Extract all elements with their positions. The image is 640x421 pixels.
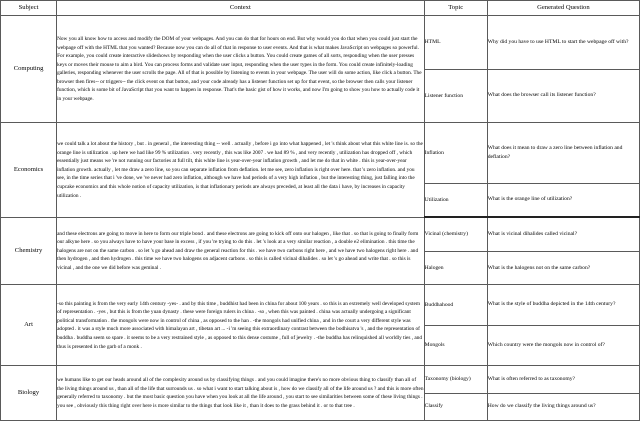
context-cell: Now you all know how to access and modify the DOM of your webpages. And you can do that for hours on end. But why would you do that when you could just start the webpage off with the HTML that you wanted? Because now you can do all of that in response to user events. And that is what makes JavaScript on webpages so powerful. For example, you could create interactive slideshows by responding when the user clicks a button. You could create games of all sorts, responding when the user presses keys or moves their mouse to aim a bird. You can process forms and validate user input, responding when the user types in the form. You could create infinitely-loading galleries, responding whenever the user scrolls the page. All of that is possible by listening to events in your webpage. The user will do some action, like click a button. The browser then fires-- or triggers-- the click event on that button, and your code already has a listener function set up for that event, so the browser then calls your listener function, which is some bit of JavaScript that you want to happen in response. That's the basic gist of how it works, and now I'm going to show you how to actually code it in your webpage.: [57, 16, 425, 123]
topic-cell: Vicinal (chemistry): [424, 217, 487, 252]
subject-cell: Computing: [1, 16, 57, 123]
subject-cell: Biology: [1, 366, 57, 421]
table-header: [1, 1, 640, 16]
table-row: [1, 217, 640, 252]
topic-cell: Buddhahood: [424, 285, 487, 326]
subject-cell: Economics: [1, 123, 57, 217]
generated-question-cell: What does it mean to draw a zero line between inflation and deflation?: [487, 123, 639, 184]
generated-question-cell: How do we classify the living things around us?: [487, 393, 639, 420]
generated-question-cell: What is the orange line of utilization?: [487, 184, 639, 217]
generated-question-cell: Which country were the mongols now in control of?: [487, 325, 639, 366]
topic-cell: Listener function: [424, 69, 487, 123]
subject-cell: Art: [1, 285, 57, 366]
topic-cell: Inflation: [424, 123, 487, 184]
topic-cell: Classify: [424, 393, 487, 420]
column-header-topic: Topic: [424, 1, 487, 16]
context-cell: we humans like to get our heads around all of the complexity around us by classifying things . and you could imagine there's no more obvious thing to classify than all of the living things around us , than all of the life that surrounds us . so what i want to start talking about is , how do we classify all of the life around us ? and this is more often generally referred to taxonomy . but the most basic question you have when you look at all the life around , you start to see similarities between some of these living things . you see , obviously this thing right over here is more similar to the things that look like it , than it does to the grass behind it . or to that tree .: [57, 366, 425, 421]
context-cell: -so this painting is from the very early 14th century -yes- . and by this time , buddhist had been in china for about 100 years . so this is an extremely well developed system of representation . -yes , but this is from the yuan dynasty . these were foreign rulers in china . -so , when this was painted . china was actually undergoing a significant political transformation . the mongols were now in control of china , as opposed to the han . -the mongols had unified china , and in the court a very different style was adopted . it was a style much more associated with himalayan art , tibetan art ... -i 'm seeing this extraordinary contrast between the bodhisatva 's , and the representation of buddha . buddha seem so spare . it seems to be a very restrained style , as opposed to this dense costume , full of jewelry . -the buddha has relinquished all worldly ties , and thus is presented in the garb of a monk .: [57, 285, 425, 366]
subject-cell: Chemistry: [1, 217, 57, 285]
generated-question-cell: What is vicinal dihalides called vicinal?: [487, 217, 639, 252]
generated-question-cell: What is the style of buddha depicted in the 14th century?: [487, 285, 639, 326]
generated-question-cell: What is the halogens not on the same carbon?: [487, 252, 639, 285]
topic-cell: Taxonomy (biology): [424, 366, 487, 393]
topic-cell: Mongols: [424, 325, 487, 366]
column-header-question: Generated Question: [487, 1, 639, 16]
header-row: [1, 1, 640, 16]
table-row: [1, 366, 640, 393]
column-header-subject: Subject: [1, 1, 57, 16]
column-header-context: Context: [57, 1, 425, 16]
generated-question-cell: What does the browser call its listener function?: [487, 69, 639, 123]
table-body: [1, 16, 640, 421]
topic-cell: Halogen: [424, 252, 487, 285]
generated-question-cell: What is often referred to as taxonomy?: [487, 366, 639, 393]
context-cell: and these electrons are going to move in here to form our triple bond . and these electrons are going to kick off onto our halogen , like that . so that is going to finally form our alkyne here . so you always have to have your base in excess , if you 're trying to do this . let 's look at a very similar reaction , a double e2 elimination . this time the halogens are not on the same carbon . so let 's go ahead and draw the general reaction for this . we have two carbons right here , and we have two halogens right here . and then hydrogen , and then hydrogen . this time we have two halogens on adjacent carbons . so this is called vicinal dihalides . so let 's go ahead and write that . so this is vicinal , and the one we did before was geminal .: [57, 217, 425, 285]
table-row: [1, 123, 640, 184]
topic-cell: HTML: [424, 16, 487, 70]
topic-cell: Utilization: [424, 184, 487, 217]
table-row: [1, 16, 640, 70]
table-row: [1, 285, 640, 326]
generated-question-cell: Why did you have to use HTML to start the webpage off with?: [487, 16, 639, 70]
context-cell: we could talk a lot about the history , but . in general , the interesting thing -- well . actually , before i go into what happened , let 's think about what this white line is. so the orange line is utilization . up here we had like 99 % utilization . very recently , this was like 2007 . we had 89 % , and very recently , utilization has dropped off , which essentially just means we 're not running our factories at full tilt, this white line is year-over-year inflation growth , and let me do that in white . this is year-over-year inflation growth. actually , let me draw a zero line, so you can separate inflation from deflation. let me see, zero inflation is right over here. that 's zero inflation. and you see, in the time series that i 've done, we 've never had zero inflation, although we have had periods of a very high inflation , but the interesting thing, just falling into the cupcake economics and this whole notion of capacity utilization, is that inflationary periods are always preceded, at least all the data i have, by increases in capacity utilization .: [57, 123, 425, 217]
